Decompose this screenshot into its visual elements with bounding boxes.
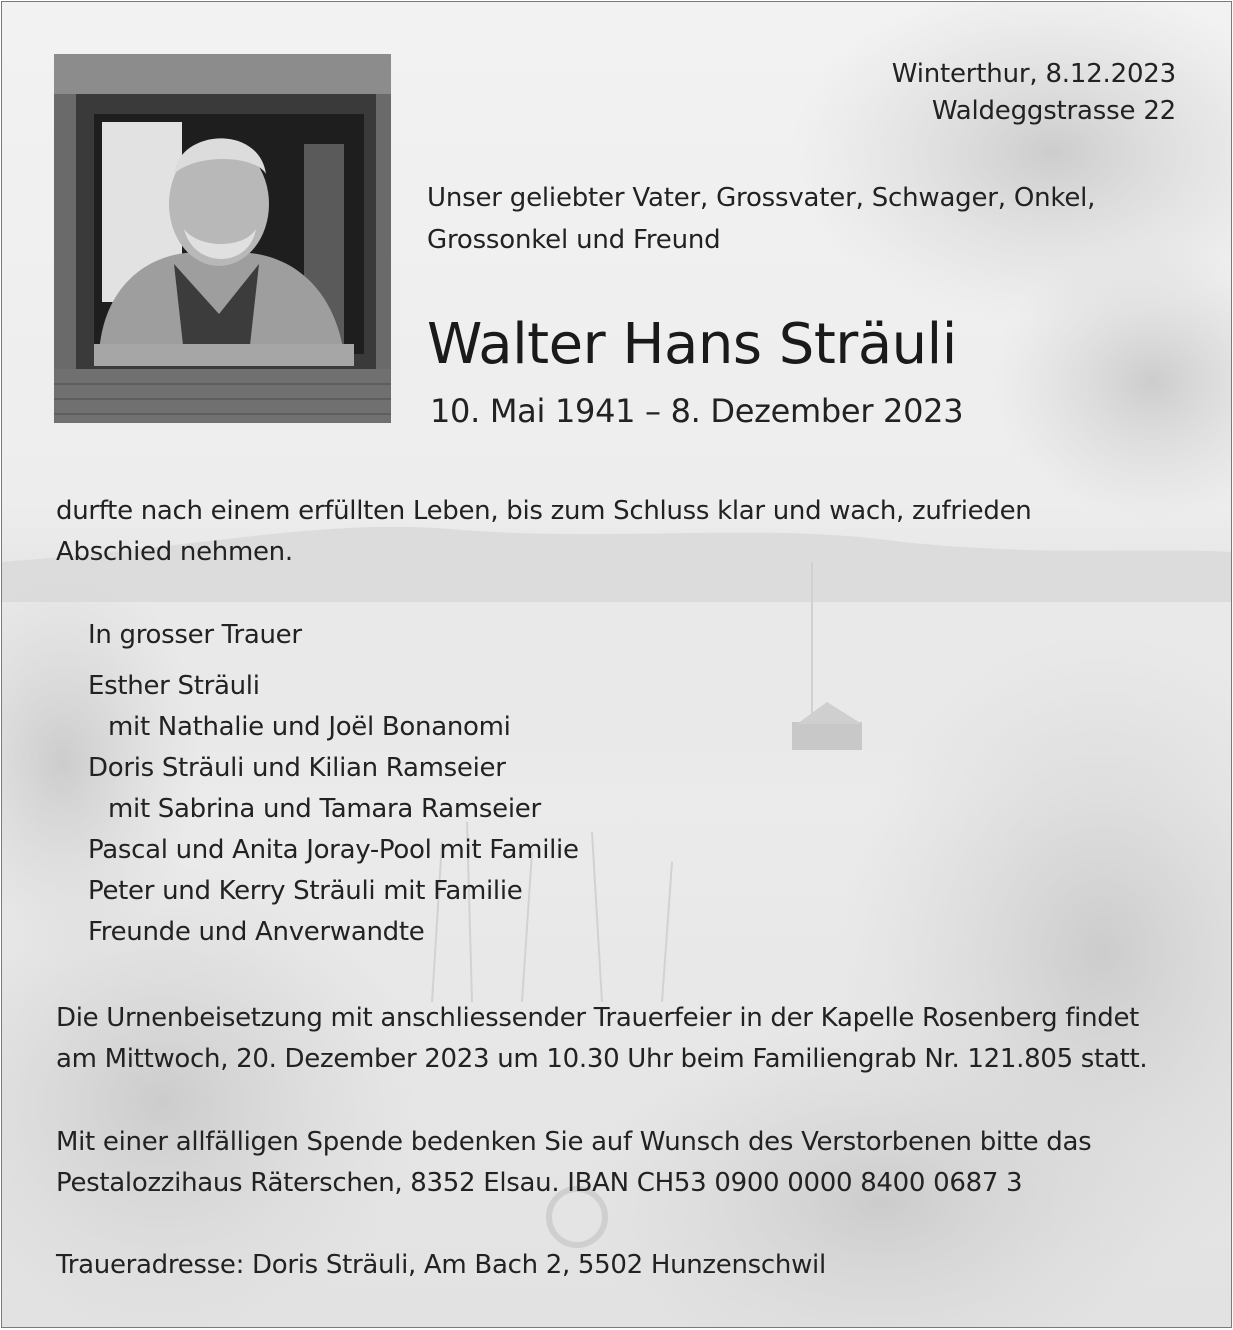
mourners-heading: In grosser Trauer [88,620,302,650]
deceased-name: Walter Hans Sträuli [427,312,957,377]
portrait-photo [54,54,391,423]
mourning-address: Traueradresse: Doris Sträuli, Am Bach 2, 5502 Hunzenschwil [56,1250,826,1280]
mourner-line: mit Sabrina und Tamara Ramseier [108,794,541,824]
mourner-line: Doris Sträuli und Kilian Ramseier [88,753,506,783]
street-address: Waldeggstrasse 22 [931,96,1176,126]
place-date: Winterthur, 8.12.2023 [891,59,1176,89]
passing-paragraph [56,491,1206,573]
ceremony-paragraph [56,998,1206,1080]
mourner-line: mit Nathalie und Joël Bonanomi [108,712,511,742]
mourners-list [88,615,579,953]
paragraph-line: Mit einer allfälligen Spende bedenken Sie auf Wunsch des Verstorbenen bitte das [56,1127,1092,1157]
paragraph-line: Die Urnenbeisetzung mit anschliessender Trauerfeier in der Kapelle Rosenberg findet [56,1003,1140,1033]
mourner-line: Peter und Kerry Sträuli mit Familie [88,876,523,906]
intro-line: Grossonkel und Freund [427,225,721,255]
mourner-line: Freunde und Anverwandte [88,917,425,947]
life-dates: 10. Mai 1941 – 8. Dezember 2023 [430,392,964,430]
relationship-intro [427,177,1095,261]
place-date-block [892,56,1176,130]
paragraph-line: durfte nach einem erfüllten Leben, bis zum Schluss klar und wach, zufrieden [56,496,1032,526]
mourner-line: Pascal und Anita Joray-Pool mit Familie [88,835,579,865]
mourner-line: Esther Sträuli [88,671,260,701]
paragraph-line: Abschied nehmen. [56,537,293,567]
intro-line: Unser geliebter Vater, Grossvater, Schwager, Onkel, [427,183,1096,213]
obituary-notice [1,1,1232,1328]
donation-paragraph [56,1122,1206,1204]
paragraph-line: am Mittwoch, 20. Dezember 2023 um 10.30 Uhr beim Familiengrab Nr. 121.805 statt. [56,1044,1148,1074]
paragraph-line: Pestalozzihaus Räterschen, 8352 Elsau. IBAN CH53 0900 0000 8400 0687 3 [56,1168,1023,1198]
